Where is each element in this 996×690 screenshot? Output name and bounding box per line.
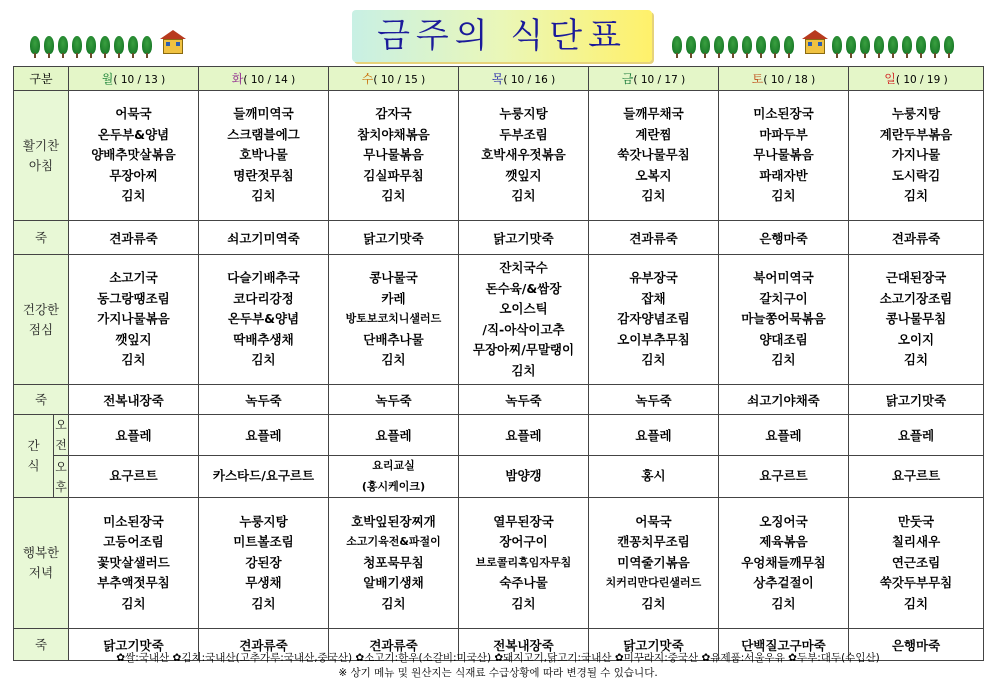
menu-item: 김치 xyxy=(251,595,276,611)
menu-item: 어묵국 xyxy=(115,106,152,122)
day-name: 토 xyxy=(751,72,764,86)
menu-item: 브로콜리흑임자무침 xyxy=(475,555,572,569)
menu-item: 꽃맛살샐러드 xyxy=(97,554,170,570)
porridge-cell: 닭고기맛죽 xyxy=(849,385,984,415)
menu-item: 김치 xyxy=(511,362,536,378)
porridge-cell: 견과류죽 xyxy=(199,629,329,661)
menu-item: 김치 xyxy=(511,595,536,611)
snack-am-cell: 요플레 xyxy=(589,415,719,456)
menu-item: 쑥갓나물무침 xyxy=(617,147,690,163)
dinner-cell xyxy=(719,498,849,629)
porridge-cell: 닭고기맛죽 xyxy=(459,221,589,255)
footer xyxy=(0,651,996,680)
porridge-label: 죽 xyxy=(14,629,69,661)
menu-item: 북어미역국 xyxy=(753,270,814,286)
breakfast-cell xyxy=(199,91,329,221)
menu-item: 김치 xyxy=(641,352,666,368)
menu-item: 미소된장국 xyxy=(753,106,814,122)
snack-label xyxy=(14,415,54,498)
dinner-cell xyxy=(459,498,589,629)
porridge-cell: 은행마죽 xyxy=(719,221,849,255)
menu-item: 잔치국수 xyxy=(499,260,548,275)
menu-item: 김치 xyxy=(771,352,796,368)
snack-label-line2: 식 xyxy=(27,458,40,473)
change-notice: ※ 상기 메뉴 및 원산지는 식재료 수급상황에 따라 변경될 수 있습니다. xyxy=(338,667,658,679)
menu-item: 만둣국 xyxy=(897,513,935,529)
header-row xyxy=(14,67,984,91)
menu-item: 칠리새우 xyxy=(891,534,941,550)
menu-item: 호박새우젓볶음 xyxy=(481,147,566,163)
tree-icon xyxy=(930,36,940,54)
dinner-cell xyxy=(329,498,459,629)
menu-item: 김치 xyxy=(771,188,796,204)
lunch-cell xyxy=(719,255,849,385)
tree-icon xyxy=(846,36,856,54)
menu-item: 동그랑땡조림 xyxy=(97,290,170,306)
lunch-label-line2: 점심 xyxy=(28,321,54,337)
day-date: ( 10 / 15 ) xyxy=(373,74,426,86)
meal-table xyxy=(13,66,984,661)
day-date: ( 10 / 16 ) xyxy=(503,74,556,86)
breakfast-row xyxy=(14,91,984,221)
menu-item: 무장아찌 xyxy=(109,167,158,183)
menu-item: 계란두부볶음 xyxy=(879,126,953,142)
tree-decoration-right xyxy=(672,30,972,56)
breakfast-cell xyxy=(329,91,459,221)
day-date: ( 10 / 18 ) xyxy=(763,74,816,86)
menu-item: 상추겉절이 xyxy=(753,575,814,591)
menu-item: 누룽지탕 xyxy=(239,513,288,529)
menu-item: 청포묵무침 xyxy=(363,554,424,570)
tree-icon xyxy=(128,36,138,54)
tree-icon xyxy=(860,36,870,54)
tree-icon xyxy=(700,36,710,54)
tree-icon xyxy=(916,36,926,54)
menu-item: 다슬기배추국 xyxy=(227,270,300,286)
snack-am-cell: 요플레 xyxy=(199,415,329,456)
menu-item: 소고기국 xyxy=(109,270,158,286)
dinner-label-line1: 행복한 xyxy=(22,545,60,560)
tree-icon xyxy=(888,36,898,54)
menu-item: 들깨미역국 xyxy=(233,106,294,122)
menu-item: 호박잎된장찌개 xyxy=(351,513,436,529)
menu-item: 마파두부 xyxy=(759,126,808,142)
day-name: 일 xyxy=(884,72,896,86)
porridge-cell: 녹두죽 xyxy=(459,385,589,415)
menu-item: 김치 xyxy=(381,188,406,204)
menu-item: 온두부&양념 xyxy=(97,126,170,142)
tree-icon xyxy=(142,36,152,54)
porridge-cell: 녹두죽 xyxy=(589,385,719,415)
menu-item: 김치 xyxy=(903,352,929,368)
snack-am-cell: 요플레 xyxy=(849,415,984,456)
porridge-cell: 견과류죽 xyxy=(329,629,459,661)
tree-icon xyxy=(86,36,96,54)
lunch-cell xyxy=(69,255,199,385)
menu-item: 두부조림 xyxy=(499,126,548,142)
menu-item: 쑥갓두부무침 xyxy=(879,575,953,591)
menu-item: 누룽지탕 xyxy=(499,106,548,122)
snack-am-label xyxy=(54,415,69,456)
day-date: ( 10 / 14 ) xyxy=(243,74,296,86)
breakfast-cell xyxy=(459,91,589,221)
tree-icon xyxy=(58,36,68,54)
snack-am-row xyxy=(14,415,984,456)
menu-item: 소고기육전&파절이 xyxy=(346,535,441,549)
tree-icon xyxy=(944,36,954,54)
menu-item: 열무된장국 xyxy=(493,513,554,529)
menu-item: 김치 xyxy=(121,352,146,368)
breakfast-cell xyxy=(849,91,984,221)
menu-item: 요구르트 xyxy=(759,468,808,484)
porridge-cell: 은행마죽 xyxy=(849,629,984,661)
pm-label-char: 후 xyxy=(55,479,67,494)
porridge-label: 죽 xyxy=(14,385,69,415)
breakfast-label-line2: 아침 xyxy=(28,157,54,173)
menu-item: 김치 xyxy=(511,188,536,204)
menu-item: 콩나물무침 xyxy=(885,311,947,327)
menu-item: 온두부&양념 xyxy=(227,311,300,327)
day-header-sat xyxy=(719,67,849,91)
dinner-cell xyxy=(589,498,719,629)
menu-item: /직-아삭이고추 xyxy=(482,321,565,337)
lunch-cell xyxy=(459,255,589,385)
day-name: 화 xyxy=(231,72,244,86)
day-name: 수 xyxy=(361,72,374,86)
tree-icon xyxy=(44,36,54,54)
menu-item: 부추액젓무침 xyxy=(97,575,170,591)
tree-icon xyxy=(672,36,682,54)
menu-item: 김치 xyxy=(641,188,666,204)
menu-item: 감자양념조림 xyxy=(617,311,690,327)
house-icon xyxy=(802,30,828,54)
breakfast-cell xyxy=(589,91,719,221)
dinner-cell xyxy=(199,498,329,629)
day-date: ( 10 / 19 ) xyxy=(895,74,948,86)
menu-item: 오이스틱 xyxy=(499,301,548,316)
origin-info: ✿쌀:국내산 ✿김치:국내산(고추가루:국내산,중국산) ✿소고기:한우(소갈비:미국산) ✿돼지고기,닭고기:국내산 ✿미꾸라지:중국산 ✿유제품:서울우유 ✿두부:대두(수입산) xyxy=(116,652,880,664)
porridge-cell: 견과류죽 xyxy=(589,221,719,255)
snack-pm-cell xyxy=(589,456,719,498)
menu-item: 미소된장국 xyxy=(103,513,164,529)
snack-am-cell: 요플레 xyxy=(329,415,459,456)
menu-item: 요리교실 xyxy=(372,459,415,472)
lunch-cell xyxy=(199,255,329,385)
menu-item: 무나물볶음 xyxy=(753,147,814,163)
menu-item: 김치 xyxy=(121,595,146,611)
menu-item: 밤양갱 xyxy=(505,468,542,484)
day-header-thu xyxy=(459,67,589,91)
porridge-cell: 견과류죽 xyxy=(69,221,199,255)
snack-pm-cell xyxy=(199,456,329,498)
snack-pm-cell xyxy=(719,456,849,498)
menu-item: 들깨무채국 xyxy=(623,106,684,122)
menu-item: 미트볼조림 xyxy=(233,534,294,550)
breakfast-porridge-row xyxy=(14,221,984,255)
menu-item: 김치 xyxy=(641,595,666,611)
menu-item: 코다리강정 xyxy=(233,290,294,306)
day-header-tue xyxy=(199,67,329,91)
menu-item: 홍시 xyxy=(641,468,666,484)
porridge-cell: 견과류죽 xyxy=(849,221,984,255)
menu-item: 오이지 xyxy=(897,331,935,347)
category-header: 구분 xyxy=(14,67,69,91)
menu-item: 김치 xyxy=(903,595,929,611)
menu-item: 돈수육/&쌈장 xyxy=(485,280,562,296)
day-name: 월 xyxy=(101,72,114,86)
menu-item: 김치 xyxy=(381,595,406,611)
day-header-sun xyxy=(849,67,984,91)
menu-item: 유부장국 xyxy=(629,270,678,286)
menu-item: 캔꽁치무조림 xyxy=(617,534,690,550)
menu-item: 잡채 xyxy=(641,290,666,306)
dinner-row xyxy=(14,498,984,629)
menu-item: 김치 xyxy=(251,352,276,368)
menu-item: 강된장 xyxy=(245,554,282,570)
snack-pm-label xyxy=(54,456,69,498)
snack-am-cell: 요플레 xyxy=(719,415,849,456)
title-area xyxy=(0,0,996,68)
menu-item: 스크램블에그 xyxy=(227,126,300,142)
breakfast-label xyxy=(14,91,69,221)
dinner-cell xyxy=(849,498,984,629)
day-name: 금 xyxy=(621,72,634,86)
menu-item: 호박나물 xyxy=(239,147,288,163)
lunch-cell xyxy=(589,255,719,385)
menu-item: 카스타드/요구르트 xyxy=(212,468,315,484)
tree-icon xyxy=(114,36,124,54)
tree-icon xyxy=(686,36,696,54)
menu-item: 누룽지탕 xyxy=(891,106,941,122)
menu-item: 깻잎지 xyxy=(505,167,542,183)
breakfast-cell xyxy=(69,91,199,221)
menu-item: 양배추맛살볶음 xyxy=(91,147,176,163)
menu-item: 계란찜 xyxy=(635,126,672,142)
snack-pm-cell xyxy=(69,456,199,498)
porridge-cell: 전복내장죽 xyxy=(69,385,199,415)
menu-item: 콩나물국 xyxy=(369,270,418,286)
breakfast-cell xyxy=(719,91,849,221)
porridge-label: 죽 xyxy=(14,221,69,255)
menu-item: 오이부추무침 xyxy=(617,331,690,347)
tree-icon xyxy=(756,36,766,54)
breakfast-label-line1: 활기찬 xyxy=(22,137,60,153)
snack-label-line1: 간 xyxy=(27,438,40,453)
lunch-porridge-row xyxy=(14,385,984,415)
menu-item: 어묵국 xyxy=(635,513,672,529)
menu-item: 김실파무침 xyxy=(363,167,424,183)
tree-icon xyxy=(832,36,842,54)
menu-item: 방토보코치니샐러드 xyxy=(345,312,442,326)
menu-item: 딱배추생채 xyxy=(233,331,294,347)
menu-item: 김치 xyxy=(251,188,276,204)
day-header-wed xyxy=(329,67,459,91)
menu-item: 고등어조림 xyxy=(103,534,164,550)
day-header-mon xyxy=(69,67,199,91)
menu-item: 숙주나물 xyxy=(499,575,548,591)
menu-item: 미역줄기볶음 xyxy=(617,554,690,570)
menu-item: 제육볶음 xyxy=(759,534,808,550)
menu-item: 깻잎지 xyxy=(115,331,152,347)
menu-item: 김치 xyxy=(771,595,796,611)
tree-icon xyxy=(72,36,82,54)
day-header-fri xyxy=(589,67,719,91)
porridge-cell: 쇠고기미역죽 xyxy=(199,221,329,255)
menu-item: 알배기생채 xyxy=(363,575,424,591)
tree-icon xyxy=(784,36,794,54)
tree-icon xyxy=(902,36,912,54)
menu-item: 요구르트 xyxy=(109,468,158,484)
menu-item: 명란젓무침 xyxy=(233,167,294,183)
menu-item: 카레 xyxy=(381,290,406,306)
am-label-char: 전 xyxy=(55,438,67,452)
menu-item: 마늘쫑어묵볶음 xyxy=(741,311,826,327)
menu-item: 단배추나물 xyxy=(363,331,424,347)
menu-item: 김치 xyxy=(903,188,929,204)
tree-icon xyxy=(100,36,110,54)
menu-item: 파래자반 xyxy=(759,167,808,183)
tree-icon xyxy=(742,36,752,54)
dinner-label-line2: 저녁 xyxy=(28,565,54,580)
menu-item: 참치야채볶음 xyxy=(357,126,430,142)
tree-decoration-left xyxy=(30,30,200,56)
porridge-cell: 닭고기맛죽 xyxy=(589,629,719,661)
snack-pm-cell xyxy=(459,456,589,498)
page-title: 금주의 식단표 xyxy=(377,16,627,56)
menu-item: 무나물볶음 xyxy=(363,147,424,163)
house-icon xyxy=(160,30,186,54)
tree-icon xyxy=(30,36,40,54)
menu-item: 무생채 xyxy=(245,575,282,591)
porridge-cell: 단백질고구마죽 xyxy=(719,629,849,661)
menu-item: 장어구이 xyxy=(499,534,548,550)
menu-item: 요구르트 xyxy=(891,468,941,484)
tree-icon xyxy=(714,36,724,54)
lunch-cell xyxy=(329,255,459,385)
menu-item: 소고기장조림 xyxy=(879,290,953,306)
menu-item: 무장아찌/무말랭이 xyxy=(472,342,575,357)
menu-item: 양대조림 xyxy=(759,331,808,347)
menu-item: 오복지 xyxy=(635,167,672,183)
porridge-cell: 녹두죽 xyxy=(199,385,329,415)
menu-item: 도시락김 xyxy=(891,167,941,183)
snack-pm-row xyxy=(14,456,984,498)
menu-item: (홍시케이크) xyxy=(361,479,426,493)
menu-item: 가지나물볶음 xyxy=(97,311,170,327)
menu-item: 가지나물 xyxy=(891,147,941,163)
snack-am-cell: 요플레 xyxy=(69,415,199,456)
tree-icon xyxy=(770,36,780,54)
menu-item: 우엉채들깨무침 xyxy=(741,554,826,570)
day-date: ( 10 / 13 ) xyxy=(113,74,166,86)
menu-item: 갈치구이 xyxy=(759,290,808,306)
menu-item: 근대된장국 xyxy=(885,270,947,286)
menu-item: 연근조림 xyxy=(891,554,941,570)
porridge-cell: 전복내장죽 xyxy=(459,629,589,661)
porridge-cell: 쇠고기야채죽 xyxy=(719,385,849,415)
snack-pm-cell xyxy=(329,456,459,498)
menu-item: 치커리만다린샐러드 xyxy=(605,576,702,590)
porridge-cell: 닭고기맛죽 xyxy=(69,629,199,661)
am-label-char: 오 xyxy=(55,418,67,432)
tree-icon xyxy=(728,36,738,54)
pm-label-char: 오 xyxy=(55,459,67,474)
lunch-label xyxy=(14,255,69,385)
day-name: 목 xyxy=(491,72,504,86)
menu-item: 감자국 xyxy=(375,106,412,122)
snack-am-cell: 요플레 xyxy=(459,415,589,456)
menu-item: 오징어국 xyxy=(759,513,808,529)
day-date: ( 10 / 17 ) xyxy=(633,74,686,86)
lunch-label-line1: 건강한 xyxy=(22,301,60,317)
dinner-label xyxy=(14,498,69,629)
porridge-cell: 녹두죽 xyxy=(329,385,459,415)
lunch-cell xyxy=(849,255,984,385)
menu-item: 김치 xyxy=(121,188,146,204)
page-title-box xyxy=(352,10,652,62)
porridge-cell: 닭고기맛죽 xyxy=(329,221,459,255)
dinner-cell xyxy=(69,498,199,629)
snack-pm-cell xyxy=(849,456,984,498)
lunch-row xyxy=(14,255,984,385)
menu-item: 김치 xyxy=(381,352,406,368)
tree-icon xyxy=(874,36,884,54)
